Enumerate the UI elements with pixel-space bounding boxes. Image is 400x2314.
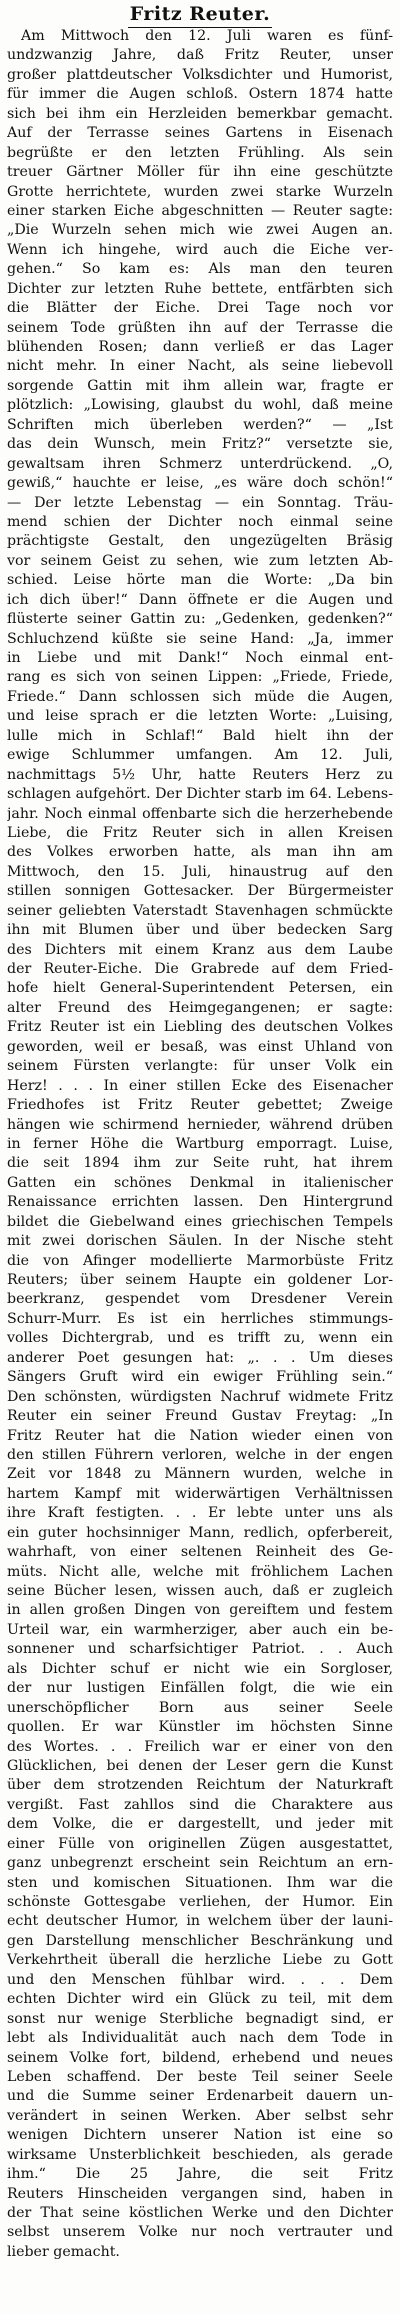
- article-line: und leise sprach er die letzten Worte: „Luising,: [7, 708, 393, 725]
- article-line: Friedhofes ist Fritz Reuter gebettet; Zweige: [7, 1097, 393, 1114]
- article-line: selbst unserem Volke nur noch vertrauter und: [7, 2224, 393, 2241]
- article-line: der That seine köstlichen Werke und den Dichter: [7, 2205, 393, 2221]
- article-line: beerkranz, gespendet vom Dresdener Verein: [7, 1291, 393, 1308]
- article-line: das dein Wunsch, mein Fritz?“ versetzte sie,: [7, 436, 393, 453]
- article-body: [7, 27, 393, 2262]
- article-line: einer starken Eiche abgeschnitten — Reuter sagte:: [7, 202, 393, 219]
- article-line: gewaltsam ihren Schmerz unterdrückend. „O,: [7, 455, 393, 472]
- article-line: Gatten ein schönes Denkmal in italienischer: [7, 1174, 393, 1191]
- article-line: ich dich über!“ Dann öffnete er die Augen und: [7, 591, 393, 608]
- article-line: gehen.“ So kam es: Als man den teuren: [7, 261, 393, 278]
- article-line: Dichter zur letzten Ruhe bettete, entfärbten sich: [7, 280, 393, 297]
- article-line: echten Dichter wird ein Glück zu teil, mit dem: [7, 1991, 393, 2008]
- article-line: und den Menschen fühlbar wird. . . . Dem: [7, 1971, 393, 1988]
- article-line: müts. Nicht alle, welche mit fröhlichem Lachen: [7, 1563, 393, 1580]
- article-line: Liebe, die Fritz Reuter sich in allen Kreisen: [7, 824, 393, 841]
- article-line: bildet die Giebelwand eines griechischen Tempels: [7, 1213, 393, 1230]
- article-line: wenigen Dichtern unserer Nation ist eine so: [7, 2127, 393, 2144]
- article-line: schlagen aufgehört. Der Dichter starb im 64. Lebens-: [7, 786, 393, 803]
- article-line: Leben schaffend. Der beste Teil seiner Seele: [7, 2068, 393, 2085]
- article-line: des Wortes. . . Freilich war er einer von den: [7, 1738, 393, 1755]
- article-line: mit zwei dorischen Säulen. In der Nische steht: [7, 1233, 393, 1250]
- article-line: des Dichters mit einem Kranz aus dem Laube: [7, 941, 393, 958]
- article-line: für immer die Augen schloß. Ostern 1874 hatte: [7, 86, 393, 103]
- article-line: Auf der Terrasse seines Gartens in Eisenach: [7, 125, 393, 142]
- article-line: schönste Gottesgabe verliehen, der Humor. Ein: [7, 1894, 393, 1910]
- article-line: als Dichter schuf er nicht wie ein Sorgloser,: [7, 1660, 393, 1677]
- article-line: ewige Schlummer umfangen. Am 12. Juli,: [7, 747, 393, 764]
- article-line: der nur lustigen Einfällen folgt, die wie ein: [7, 1680, 393, 1697]
- article-line: lulle mich in Schlaf!“ Bald hielt ihn der: [7, 727, 393, 744]
- article-title: [7, 2, 393, 27]
- article-line: gen Darstellung menschlicher Beschränkung und: [7, 1932, 393, 1949]
- article-line: Glücklichen, bei denen der Leser gern die Kunst: [7, 1757, 393, 1774]
- article-line: Schriften mich überleben werden?“ — „Ist: [7, 416, 393, 433]
- article-line: des Volkes erworben hatte, als man ihn am: [7, 844, 393, 861]
- article-line: sich bei ihm ein Herzleiden bemerkbar gemacht.: [7, 105, 393, 122]
- article-line: dem Volke, die er dargestellt, und jeder mit: [7, 1816, 393, 1833]
- article-line: die seit 1894 ihm zur Seite ruht, hat ihrem: [7, 1155, 393, 1172]
- article-line: Schluchzend küßte sie seine Hand: „Ja, immer: [7, 630, 393, 647]
- article-line: anderer Poet gesungen hat: „. . . Um dieses: [7, 1349, 393, 1366]
- article-line: quollen. Er war Künstler im höchsten Sinne: [7, 1719, 393, 1736]
- article-line: stillen sonnigen Gottesacker. Der Bürgermeister: [7, 883, 393, 900]
- article-line: Am Mittwoch den 12. Juli waren es fünf-: [21, 28, 393, 44]
- article-line: jahr. Noch einmal offenbarte sich die herzerhebende: [7, 805, 393, 822]
- article-line: begrüßte er den letzten Frühling. Als sein: [7, 144, 393, 161]
- article-line: vergißt. Fast zahllos sind die Charaktere aus: [7, 1796, 393, 1813]
- article-line: lieber gemacht.: [7, 2243, 120, 2260]
- article-line: — Der letzte Lebenstag — ein Sonntag. Träu-: [7, 494, 393, 511]
- article-line: treuer Gärtner Möller für ihn eine geschützte: [7, 164, 393, 181]
- article-line: echt deutscher Humor, in welchem über der launi-: [7, 1913, 393, 1930]
- article-line: undzwanzig Jahre, daß Fritz Reuter, unser: [7, 47, 393, 64]
- article-line: verändert in seinen Werken. Aber selbst sehr: [7, 2107, 393, 2124]
- article-line: „Die Wurzeln sehen mich wie zwei Augen an.: [7, 222, 393, 239]
- article-line: der Reuter-Eiche. Die Grabrede auf dem Fried-: [7, 961, 393, 977]
- article-line: Mittwoch, den 15. Juli, hinaustrug auf den: [7, 863, 393, 880]
- article-line: Sängers Gruft wird ein ewiger Frühling sein.“: [7, 1369, 393, 1386]
- article-line: lebt als Individualität auch nach dem Tode in: [7, 2030, 393, 2047]
- article-line: den stillen Führern verloren, welche in der engen: [7, 1446, 393, 1463]
- article-line: Wenn ich hingehe, wird auch die Eiche ver-: [7, 241, 393, 258]
- article-line: Schurr-Murr. Es ist ein herrliches stimmungs-: [7, 1310, 393, 1327]
- article-line: seinem Tode grüßten ihn auf der Terrasse die: [7, 319, 393, 336]
- article-line: schied. Leise hörte man die Worte: „Da bin: [7, 572, 393, 589]
- article-line: über dem strotzenden Reichtum der Naturkraft: [7, 1777, 393, 1794]
- article-line: ihn mit Blumen über und über bedecken Sarg: [7, 922, 393, 939]
- article-line: seiner geliebten Vaterstadt Stavenhagen schmückte: [7, 902, 393, 919]
- article-line: in Liebe und mit Dank!“ Noch einmal ent-: [7, 650, 393, 666]
- article-line: in ferner Höhe die Wartburg emporragt. Luise,: [7, 1135, 393, 1152]
- article-line: großer plattdeutscher Volksdichter und Humorist,: [7, 66, 393, 83]
- article-line: gewiß,“ hauchte er leise, „es wäre doch schön!“: [7, 475, 393, 492]
- article-line: Reuters; über seinem Haupte ein goldener Lor-: [7, 1272, 393, 1288]
- article-line: die von Afinger modellierte Marmorbüste Fritz: [7, 1252, 393, 1269]
- article-title-text: Fritz Reuter.: [128, 2, 273, 28]
- article-line: ihre Kraft festigten. . . Er lebte unter uns als: [7, 1505, 393, 1522]
- article-line: und die Summe seiner Erdenarbeit dauern un-: [7, 2088, 393, 2105]
- article-line: hofe hielt General-Superintendent Petersen, ein: [7, 980, 393, 997]
- article-line: hängen wie schirmend hernieder, während drüben: [7, 1116, 393, 1133]
- article-line: geworden, weil er besaß, was einst Uhland von: [7, 1038, 393, 1055]
- article-line: wirksame Unsterblichkeit beschieden, als gerade: [7, 2146, 393, 2163]
- article-line: sorgende Gattin mit ihm allein war, fragte er: [7, 377, 393, 394]
- article-line: Friede.“ Dann schlossen sich müde die Augen,: [7, 688, 393, 705]
- article-line: volles Dichtergrab, und es trifft zu, wenn ein: [7, 1330, 393, 1347]
- article-line: alter Freund des Heimgegangenen; er sagte:: [7, 999, 393, 1016]
- article-line: wahrhaft, von einer seltenen Reinheit des Ge-: [7, 1544, 393, 1561]
- article-line: einer Fülle von originellen Zügen ausgestattet,: [7, 1835, 393, 1852]
- article-line: seinem Volke fort, bildend, erhebend und neues: [7, 2049, 393, 2066]
- article-line: unerschöpflicher Born aus seiner Seele: [7, 1699, 393, 1716]
- article-line: prächtigste Gestalt, den ungezügelten Bräsig: [7, 533, 393, 550]
- article-line: Verkehrtheit überall die herzliche Liebe zu Gott: [7, 1952, 393, 1969]
- article-line: in allen großen Dingen von gereiftem und festem: [7, 1602, 393, 1619]
- article-line: Fritz Reuter ist ein Liebling des deutschen Volkes: [7, 1019, 393, 1036]
- article-line: Grotte herrichtete, wurden zwei starke Wurzeln: [7, 183, 393, 200]
- article-line: sonnener und scharfsichtiger Patriot. . . Auch: [7, 1641, 393, 1658]
- article-line: ein guter hochsinniger Mann, redlich, opferbereit,: [7, 1524, 393, 1541]
- article-line: vor seinem Geist zu sehen, wie zum letzten Ab-: [7, 552, 393, 569]
- article-line: seine Bücher lesen, wissen auch, daß er zugleich: [7, 1583, 393, 1599]
- article-line: Herz! . . . In einer stillen Ecke des Eisenacher: [7, 1077, 393, 1094]
- article-line: flüsterte seiner Gattin zu: „Gedenken, gedenken?“: [7, 611, 393, 628]
- article-line: seinem Fürsten verlangte: für unser Volk ein: [7, 1058, 393, 1075]
- article-line: ihm.“ Die 25 Jahre, die seit Fritz: [7, 2166, 393, 2183]
- article-line: nicht mehr. In einer Nacht, als seine liebevoll: [7, 358, 393, 375]
- article-line: hartem Kampf mit widerwärtigen Verhältnissen: [7, 1485, 393, 1502]
- article-line: rang es sich von seinen Lippen: „Friede, Friede,: [7, 669, 393, 686]
- article-line: blühenden Rosen; dann verließ er das Lager: [7, 339, 393, 355]
- article-line: Fritz Reuter hat die Nation wieder einen von: [7, 1427, 393, 1444]
- article-line: Urteil war, ein warmherziger, aber auch ein be-: [7, 1621, 393, 1638]
- article-line: Renaissance errichten lassen. Den Hintergrund: [7, 1194, 393, 1211]
- article-line: Reuters Hinscheiden vergangen sind, haben in: [7, 2185, 393, 2202]
- article-line: Reuter ein seiner Freund Gustav Freytag: „In: [7, 1408, 393, 1425]
- article-line: plötzlich: „Lowising, glaubst du wohl, daß meine: [7, 397, 393, 414]
- article-line: sten und komischen Situationen. Ihm war die: [7, 1874, 393, 1891]
- article-line: die Blätter der Eiche. Drei Tage noch vor: [7, 300, 393, 317]
- article-line: sonst nur wenige Sterbliche begnadigt sind, er: [7, 2010, 393, 2027]
- article-line: mend schien der Dichter noch einmal seine: [7, 513, 393, 530]
- article-line: Zeit vor 1848 zu Männern wurden, welche in: [7, 1466, 393, 1483]
- article-line: ganz unbegrenzt erscheint sein Reichtum an ern-: [7, 1855, 393, 1872]
- article-line: nachmittags 5½ Uhr, hatte Reuters Herz zu: [7, 766, 393, 783]
- article-line: Den schönsten, würdigsten Nachruf widmete Fritz: [7, 1388, 393, 1405]
